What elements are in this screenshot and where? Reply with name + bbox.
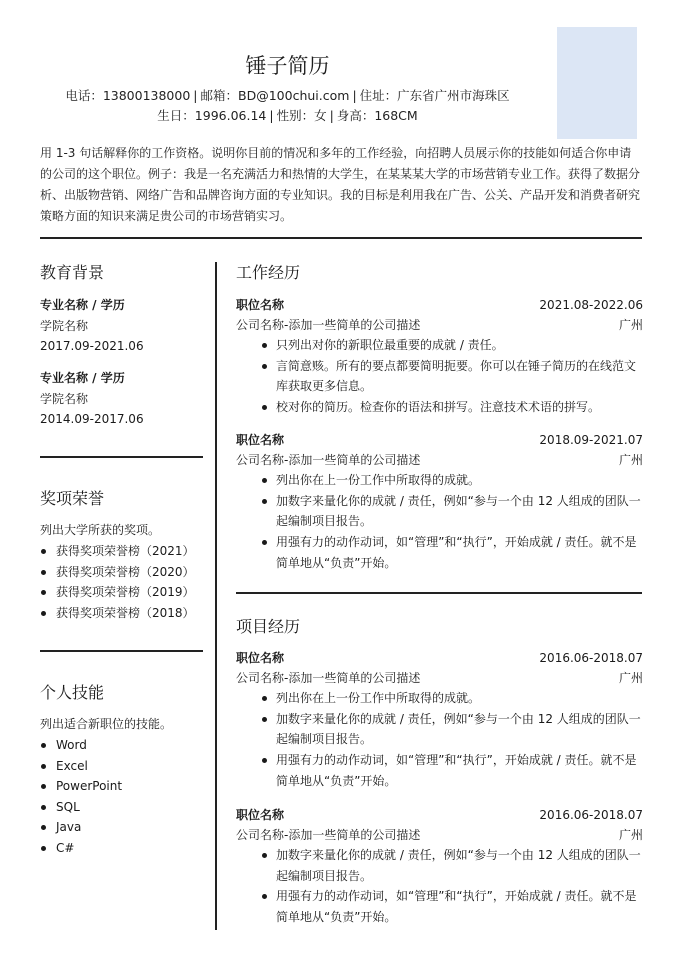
school-name: 学院名称 [40, 318, 89, 333]
section-divider [40, 650, 203, 652]
school-name: 学院名称 [40, 391, 89, 406]
skills-list [40, 735, 205, 859]
company-name: 公司名称-添加一些简单的公司描述 [236, 828, 421, 842]
gender: 性别：女 [276, 108, 327, 123]
job-bullet: 只列出对你的新职位最重要的成就 / 责任。 [260, 335, 643, 356]
skills-title: 个人技能 [40, 683, 105, 702]
project-bullet: 加数字来量化你的成就 / 责任，例如“参与一个由 12 人组成的团队一起编制项目报告。 [260, 845, 643, 886]
award-item: 获得奖项荣誉榜（2019） [40, 582, 205, 603]
project-city: 广州 [618, 671, 643, 685]
education-item [40, 295, 205, 357]
job-bullet: 言简意赅。所有的要点都要简明扼要。你可以在锤子简历的在线范文库获取更多信息。 [260, 356, 643, 397]
skill-item: Excel [40, 756, 205, 777]
project-period: 2016.06-2018.07 [539, 651, 643, 665]
skill-item: SQL [40, 797, 205, 818]
job-bullet: 用强有力的动作动词，如“管理”和“执行”，开始成就 / 责任。就不是简单地从“负责”开始。 [260, 532, 643, 573]
job-period: 2021.08-2022.06 [539, 298, 643, 312]
job-bullet: 加数字来量化你的成就 / 责任，例如“参与一个由 12 人组成的团队一起编制项目报告。 [260, 491, 643, 532]
award-item: 获得奖项荣誉榜（2018） [40, 603, 205, 624]
position-title: 职位名称 [236, 298, 285, 312]
projects-title: 项目经历 [236, 617, 301, 636]
position-title: 职位名称 [236, 433, 285, 447]
skills-intro: 列出适合新职位的技能。 [40, 717, 173, 731]
awards-list [40, 541, 205, 623]
project-bullet: 用强有力的动作动词，如“管理”和“执行”，开始成就 / 责任。就不是简单地从“负责”开始。 [260, 750, 643, 791]
award-item: 获得奖项荣誉榜（2021） [40, 541, 205, 562]
education-title: 教育背景 [40, 263, 105, 282]
company-name: 公司名称-添加一些简单的公司描述 [236, 453, 421, 467]
position-title: 职位名称 [236, 808, 285, 822]
personal-info-line [0, 107, 575, 125]
project-bullet: 列出你在上一份工作中所取得的成就。 [260, 688, 643, 709]
separator: | [329, 108, 334, 123]
project-bullets [260, 845, 643, 928]
section-divider [236, 592, 642, 594]
job-city: 广州 [618, 318, 643, 332]
study-period: 2017.09-2021.06 [40, 339, 144, 353]
project-entry [236, 805, 643, 928]
project-bullet: 用强有力的动作动词，如“管理”和“执行”，开始成就 / 责任。就不是简单地从“负责”开始。 [260, 886, 643, 927]
work-entry [236, 430, 643, 574]
work-entry [236, 295, 643, 418]
position-title: 职位名称 [236, 651, 285, 665]
skill-item: Java [40, 817, 205, 838]
header-divider [40, 237, 642, 239]
job-bullets [260, 335, 643, 418]
award-item: 获得奖项荣誉榜（2020） [40, 562, 205, 583]
phone: 电话：13800138000 [65, 88, 191, 103]
contact-line [0, 87, 575, 105]
skill-item: Word [40, 735, 205, 756]
awards-intro: 列出大学所获的奖项。 [40, 523, 161, 537]
major-degree: 专业名称 / 学历 [40, 298, 125, 312]
job-period: 2018.09-2021.07 [539, 433, 643, 447]
column-divider [215, 262, 217, 930]
job-bullets [260, 470, 643, 574]
section-divider [40, 456, 203, 458]
separator: | [352, 88, 357, 103]
job-city: 广州 [618, 453, 643, 467]
project-bullets [260, 688, 643, 792]
education-item [40, 368, 205, 430]
separator: | [269, 108, 274, 123]
email: 邮箱：BD@100chui.com [200, 88, 350, 103]
height: 身高：168CM [336, 108, 418, 123]
job-bullet: 校对你的简历。检查你的语法和拼写。注意技术术语的拼写。 [260, 397, 643, 418]
skill-item: C# [40, 838, 205, 859]
birth-date: 生日：1996.06.14 [157, 108, 267, 123]
company-name: 公司名称-添加一些简单的公司描述 [236, 318, 421, 332]
project-city: 广州 [618, 828, 643, 842]
address: 住址：广东省广州市海珠区 [359, 88, 510, 103]
resume-name: 锤子简历 [245, 54, 330, 78]
project-bullet: 加数字来量化你的成就 / 责任，例如“参与一个由 12 人组成的团队一起编制项目报告。 [260, 709, 643, 750]
project-entry [236, 648, 643, 792]
major-degree: 专业名称 / 学历 [40, 371, 125, 385]
study-period: 2014.09-2017.06 [40, 412, 144, 426]
project-period: 2016.06-2018.07 [539, 808, 643, 822]
separator: | [193, 88, 198, 103]
summary-paragraph: 用 1-3 句话解释你的工作资格。说明你目前的情况和多年的工作经验，向招聘人员展示你的技能如何适合你申请的公司的这个职位。例子：我是一名充满活力和热情的大学生，在某某某大学的市场营销专业工作。获得了数据分析、出版物营销、网络广告和品牌咨询方面的专业知识。我的目标是利用我在广告、公关、产品开发和消费者研究策略方面的知识来满足贵公司的市场营销实习。 [40, 146, 641, 223]
awards-title: 奖项荣誉 [40, 489, 105, 508]
work-title: 工作经历 [236, 263, 301, 282]
skill-item: PowerPoint [40, 776, 205, 797]
job-bullet: 列出你在上一份工作中所取得的成就。 [260, 470, 643, 491]
company-name: 公司名称-添加一些简单的公司描述 [236, 671, 421, 685]
